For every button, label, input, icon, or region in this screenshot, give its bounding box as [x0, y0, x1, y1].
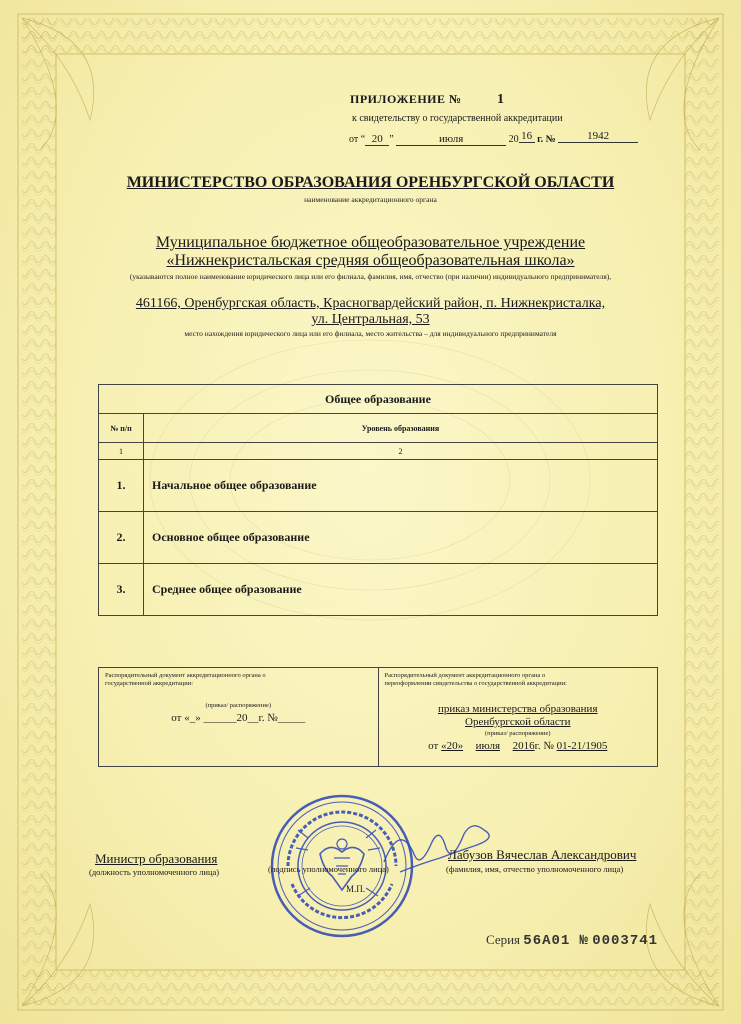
col-header-level: Уровень образования — [144, 414, 658, 443]
organization-line2: «Нижнекристальская средняя общеобразовательная школа» — [166, 252, 575, 269]
number-label: № — [545, 134, 556, 145]
year-suffix: 16 — [519, 130, 535, 143]
administrative-documents-box — [98, 667, 658, 767]
right-order-line1: приказ министерства образования — [437, 703, 598, 715]
certificate-number: 1942 — [558, 130, 638, 143]
organization-line1: Муниципальное бюджетное общеобразовательное учреждение — [155, 234, 586, 251]
left-doc-line: от «_» ______20__г. №_____ — [171, 712, 306, 724]
from-label: от — [349, 134, 359, 145]
authority-name: МИНИСТЕРСТВО ОБРАЗОВАНИЯ ОРЕНБУРГСКОЙ ОБЛАСТИ — [126, 174, 615, 191]
row-level: Основное общее образование — [144, 512, 658, 564]
year-prefix: 20 — [508, 134, 519, 145]
series-label: Серия — [486, 932, 521, 947]
right-month: июля — [475, 740, 501, 752]
authority-caption: наименование аккредитационного органа — [304, 195, 437, 204]
reissue-order-cell — [379, 668, 658, 766]
address-line2: ул. Центральная, 53 — [311, 312, 430, 327]
table-row — [99, 564, 658, 616]
row-num: 2. — [99, 512, 144, 564]
table-row — [99, 460, 658, 512]
organization-name — [0, 234, 741, 270]
signature-caption: (подпись уполномоченного лица) — [268, 864, 389, 874]
col-index-num: 1 — [99, 443, 144, 460]
education-levels-table — [98, 384, 658, 616]
left-doc-caption: Распорядительный документ аккредитационного органа о государственной аккредитации: — [105, 672, 266, 687]
col-header-num: № п/п — [99, 414, 144, 443]
right-year: 2016 — [512, 740, 535, 752]
address-caption: место нахождения юридического лица или его филиала, место жительства – для индивидуального предпринимателя — [184, 329, 557, 338]
table-row — [99, 512, 658, 564]
right-doc-kind: (приказ/ распоряжение) — [484, 730, 551, 737]
month-value: июля — [396, 133, 506, 146]
day-value: 20 — [365, 133, 389, 146]
year-g: г. — [537, 134, 544, 145]
official-full-name: Лабузов Вячеслав Александрович — [448, 847, 637, 862]
official-post-caption: (должность уполномоченного лица) — [89, 867, 220, 877]
organization-caption: (указываются полное наименование юридического лица или его филиала, фамилия, имя, отчество (при наличии) индивидуального предпринимателя), — [129, 272, 612, 281]
form-series-number — [486, 932, 658, 949]
appendix-label: ПРИЛОЖЕНИЕ № — [350, 92, 462, 106]
left-doc-kind: (приказ/ распоряжение) — [205, 702, 272, 709]
address-line1: 461166, Оренбургская область, Красногвардейский район, п. Нижнекристалка, — [135, 296, 606, 311]
accreditation-order-cell — [99, 668, 379, 766]
appendix-number: 1 — [497, 92, 504, 107]
row-level: Среднее общее образование — [144, 564, 658, 616]
row-level: Начальное общее образование — [144, 460, 658, 512]
right-doc-caption: Распорядительный документ аккредитационного органа о переоформлении свидетельства о государственной аккредитации: — [384, 672, 567, 687]
col-index-level: 2 — [144, 443, 658, 460]
right-order-line2: Оренбургской области — [465, 716, 571, 728]
address — [0, 296, 741, 328]
official-full-name-caption: (фамилия, имя, отчество уполномоченного лица) — [446, 864, 624, 874]
series-value: 56А01 — [523, 933, 571, 949]
right-doc-order — [379, 703, 658, 729]
form-number-label: № — [579, 933, 589, 949]
row-num: 1. — [99, 460, 144, 512]
table-title: Общее образование — [99, 385, 658, 414]
official-post: Министр образования — [95, 851, 218, 866]
right-g: г. № — [534, 740, 554, 752]
certificate-date-line: от “ 20 ” июля 20 16 г. № 1942 — [349, 133, 638, 146]
right-from: от — [428, 740, 439, 752]
form-number-value: 0003741 — [592, 933, 659, 949]
right-number: 01-21/1905 — [556, 740, 608, 752]
seal-place-label: М.П. — [346, 884, 366, 894]
right-day: «20» — [441, 740, 464, 752]
right-doc-line — [379, 740, 658, 752]
row-num: 3. — [99, 564, 144, 616]
to-certificate-text: к свидетельству о государственной аккредитации — [352, 113, 563, 124]
